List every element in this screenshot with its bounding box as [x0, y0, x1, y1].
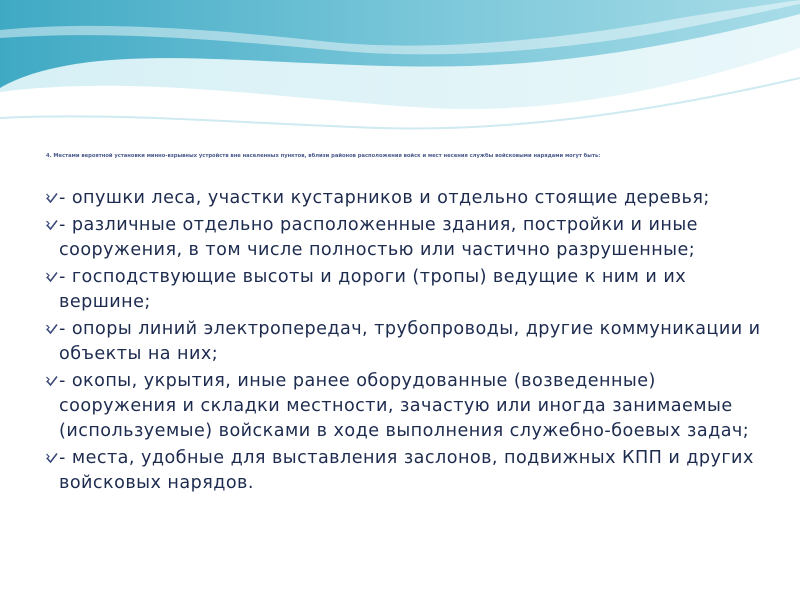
arrow-checkmark-icon [46, 452, 58, 464]
arrow-checkmark-icon [46, 192, 58, 204]
list-item-text: - окопы, укрытия, иные ранее оборудованные (возведенные) сооружения и складки местности, зачастую или иногда занимаемые (используемые) войсками в ходе выполнения служебно-боевых задач; [59, 371, 750, 441]
arrow-checkmark-icon [46, 271, 58, 283]
list-item-text: - опушки леса, участки кустарников и отдельно стоящие деревья; [59, 188, 710, 208]
list-item-text: - господствующие высоты и дороги (тропы) ведущие к ним и их вершине; [59, 267, 687, 312]
list-item-text: - опоры линий электропередач, трубопроводы, другие коммуникации и объекты на них; [59, 319, 761, 364]
list-item [46, 369, 766, 444]
wave-decoration [0, 0, 800, 150]
slide-heading: 4. Местами вероятной установки минно-взрывных устройств вне населенных пунктов, вблизи районов расположения войск и мест несения службы войсковыми нарядами могут быть: [46, 153, 601, 159]
list-item [46, 213, 766, 263]
list-item [46, 265, 766, 315]
list-item-text: - различные отдельно расположенные здания, постройки и иные сооружения, в том числе полностью или частично разрушенные; [59, 215, 698, 260]
list-item-text: - места, удобные для выставления заслонов, подвижных КПП и других войсковых нарядов. [59, 448, 754, 493]
arrow-checkmark-icon [46, 375, 58, 387]
arrow-checkmark-icon [46, 219, 58, 231]
list-item [46, 317, 766, 367]
list-item [46, 186, 766, 211]
bullet-list [46, 186, 766, 498]
arrow-checkmark-icon [46, 323, 58, 335]
list-item [46, 446, 766, 496]
